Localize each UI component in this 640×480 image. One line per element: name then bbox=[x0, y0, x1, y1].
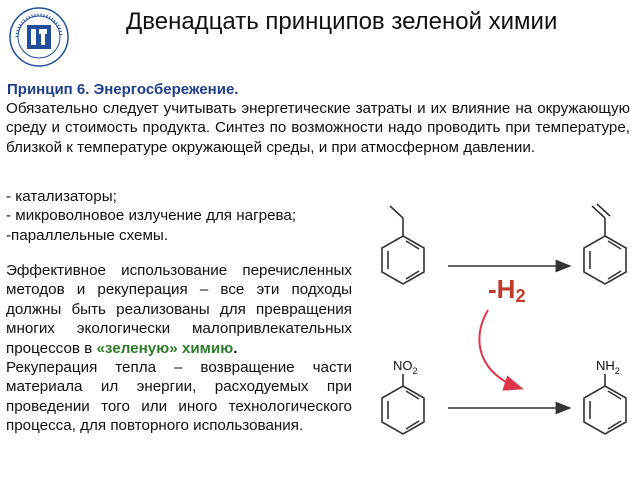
body-paragraph bbox=[6, 261, 352, 358]
ethylbenzene-molecule bbox=[382, 206, 424, 284]
nitro-group-label: $NO_2$ bbox=[393, 358, 418, 376]
body-paragraph-text: Эффективное использование перечисленных методов и рекуперация – все эти подходы должны быть реализованы для превращения многих экологически малопривлекательных процессов в bbox=[6, 262, 352, 357]
coupling-curved-arrow bbox=[479, 310, 520, 388]
principle-intro: Обязательно следует учитывать энергетические затраты и их влияние на окружающую среду и стоимость продукта. Синтез по возможности надо проводить при температуре, близкой к температуре окружающей среды, и при атмосферном давлении. bbox=[6, 100, 630, 156]
styrene-molecule bbox=[584, 204, 626, 284]
amine-group-label: $NH_2$ bbox=[596, 358, 620, 376]
h2-label: -H2 bbox=[488, 274, 526, 306]
green-chemistry-highlight: «зеленую» химию bbox=[96, 339, 234, 357]
list-item: - катализаторы; bbox=[6, 188, 117, 205]
university-logo-icon bbox=[8, 6, 70, 68]
list-item: -параллельные схемы. bbox=[6, 226, 169, 244]
list-item: - микроволновое излучение для нагрева; bbox=[6, 207, 297, 225]
body-paragraph: Рекуперация тепла – возвращение части материала ил энергии, расходуемых при проведении того или иного технологического процесса, для повторного использования. bbox=[6, 359, 352, 435]
body-text bbox=[6, 261, 352, 480]
nitrobenzene-molecule bbox=[382, 374, 424, 434]
principle-heading: Принцип 6. Энергосбережение. bbox=[7, 81, 239, 98]
reaction-scheme bbox=[360, 190, 640, 440]
methods-list bbox=[6, 187, 366, 245]
body-paragraph-end: . bbox=[233, 339, 238, 357]
aniline-molecule bbox=[584, 374, 626, 434]
page-title: Двенадцать принципов зеленой химии bbox=[126, 8, 558, 35]
